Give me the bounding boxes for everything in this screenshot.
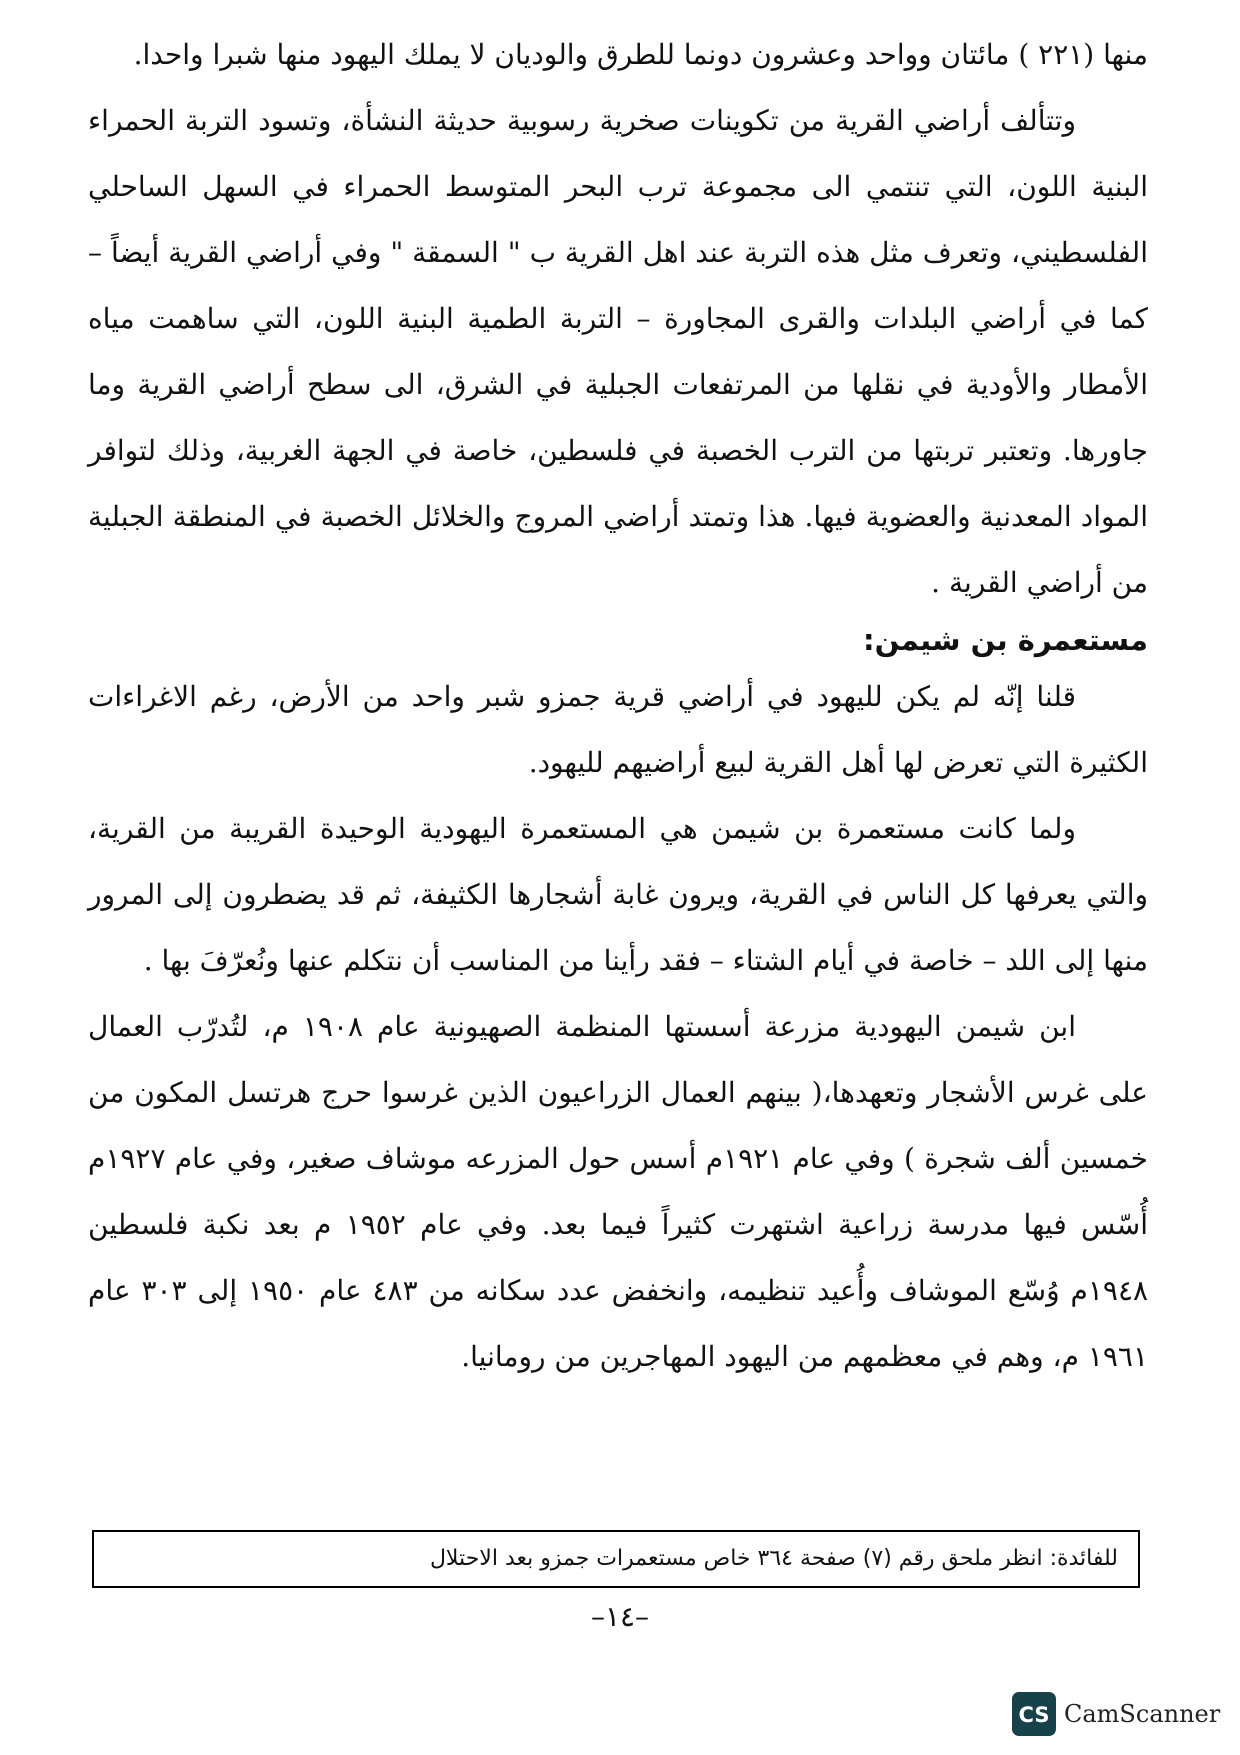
cs-logo-glyph [1016,1701,1052,1727]
camscanner-logo-icon [1012,1692,1056,1736]
page-number: –١٤– [590,1600,650,1633]
paragraph-soil: وتتألف أراضي القرية من تكوينات صخرية رسوبية حديثة النشأة، وتسود التربة الحمراء البنية اللون، التي تنتمي الى مجموعة ترب البحر المتوسط الحمراء في السهل الساحلي الفلسطيني، وتعرف مثل هذه التربة عند اهل القرية ب " السمقة " وفي أراضي القرية أيضاً – كما في أراضي البلدات والقرى المجاورة – التربة الطمية البنية اللون، التي ساهمت مياه الأمطار والأودية في نقلها من المرتفعات الجبلية في الشرق، الى سطح أراضي القرية وما جاورها. وتعتبر تربتها من الترب الخصبة في فلسطين، خاصة في الجهة الغربية، وذلك لتوافر المواد المعدنية والعضوية فيها. هذا وتمتد أراضي المروج والخلائل الخصبة في المنطقة الجبلية من أراضي القرية . [88,104,1148,599]
footnote-text: للفائدة: انظر ملحق رقم (٧) صفحة ٣٦٤ خاص مستعمرات جمزو بعد الاحتلال [429,1546,1118,1571]
document-page [88,22,1148,1390]
scanner-watermark [1012,1692,1220,1736]
svg-text:CS: CS [1018,1703,1050,1727]
paragraph-settlement-history: ابن شيمن اليهودية مزرعة أسستها المنظمة الصهيونية عام ١٩٠٨ م، لتُدرّب العمال على غرس الأشجار وتعهدها،( بينهم العمال الزراعيون الذين غرسوا حرج هرتسل المكون من خمسين ألف شجرة ) وفي عام ١٩٢١م أسس حول المزرعه موشاف صغير، وفي عام ١٩٢٧م أُسّس فيها مدرسة زراعية اشتهرت كثيراً فيما بعد. وفي عام ١٩٥٢ م بعد نكبة فلسطين ١٩٤٨م وُسّع الموشاف وأُعيد تنظيمه، وانخفض عدد سكانه من ٤٨٣ عام ١٩٥٠ إلى ٣٠٣ عام ١٩٦١ م، وهم في معظمهم من اليهود المهاجرين من رومانيا. [88,1010,1149,1373]
section-heading: مستعمرة بن شيمن: [863,623,1148,657]
footnote-box [92,1530,1140,1588]
paragraph-land-continuation: منها (٢٢١ ) مائتان وواحد وعشرون دونما للطرق والوديان لا يملك اليهود منها شبرا واحدا. [133,38,1148,71]
paragraph-no-land: قلنا إنّه لم يكن لليهود في أراضي قرية جمزو شبر واحد من الأرض، رغم الاغراءات الكثيرة التي تعرض لها أهل القرية لبيع أراضيهم لليهود. [88,680,1148,779]
paragraph-settlement-intro: ولما كانت مستعمرة بن شيمن هي المستعمرة اليهودية الوحيدة القريبة من القرية، والتي يعرفها كل الناس في القرية، ويرون غابة أشجارها الكثيفة، ثم قد يضطرون إلى المرور منها إلى اللد – خاصة في أيام الشتاء – فقد رأينا من المناسب أن نتكلم عنها ونُعرّفَ بها . [88,812,1149,977]
camscanner-name: CamScanner [1064,1700,1221,1728]
